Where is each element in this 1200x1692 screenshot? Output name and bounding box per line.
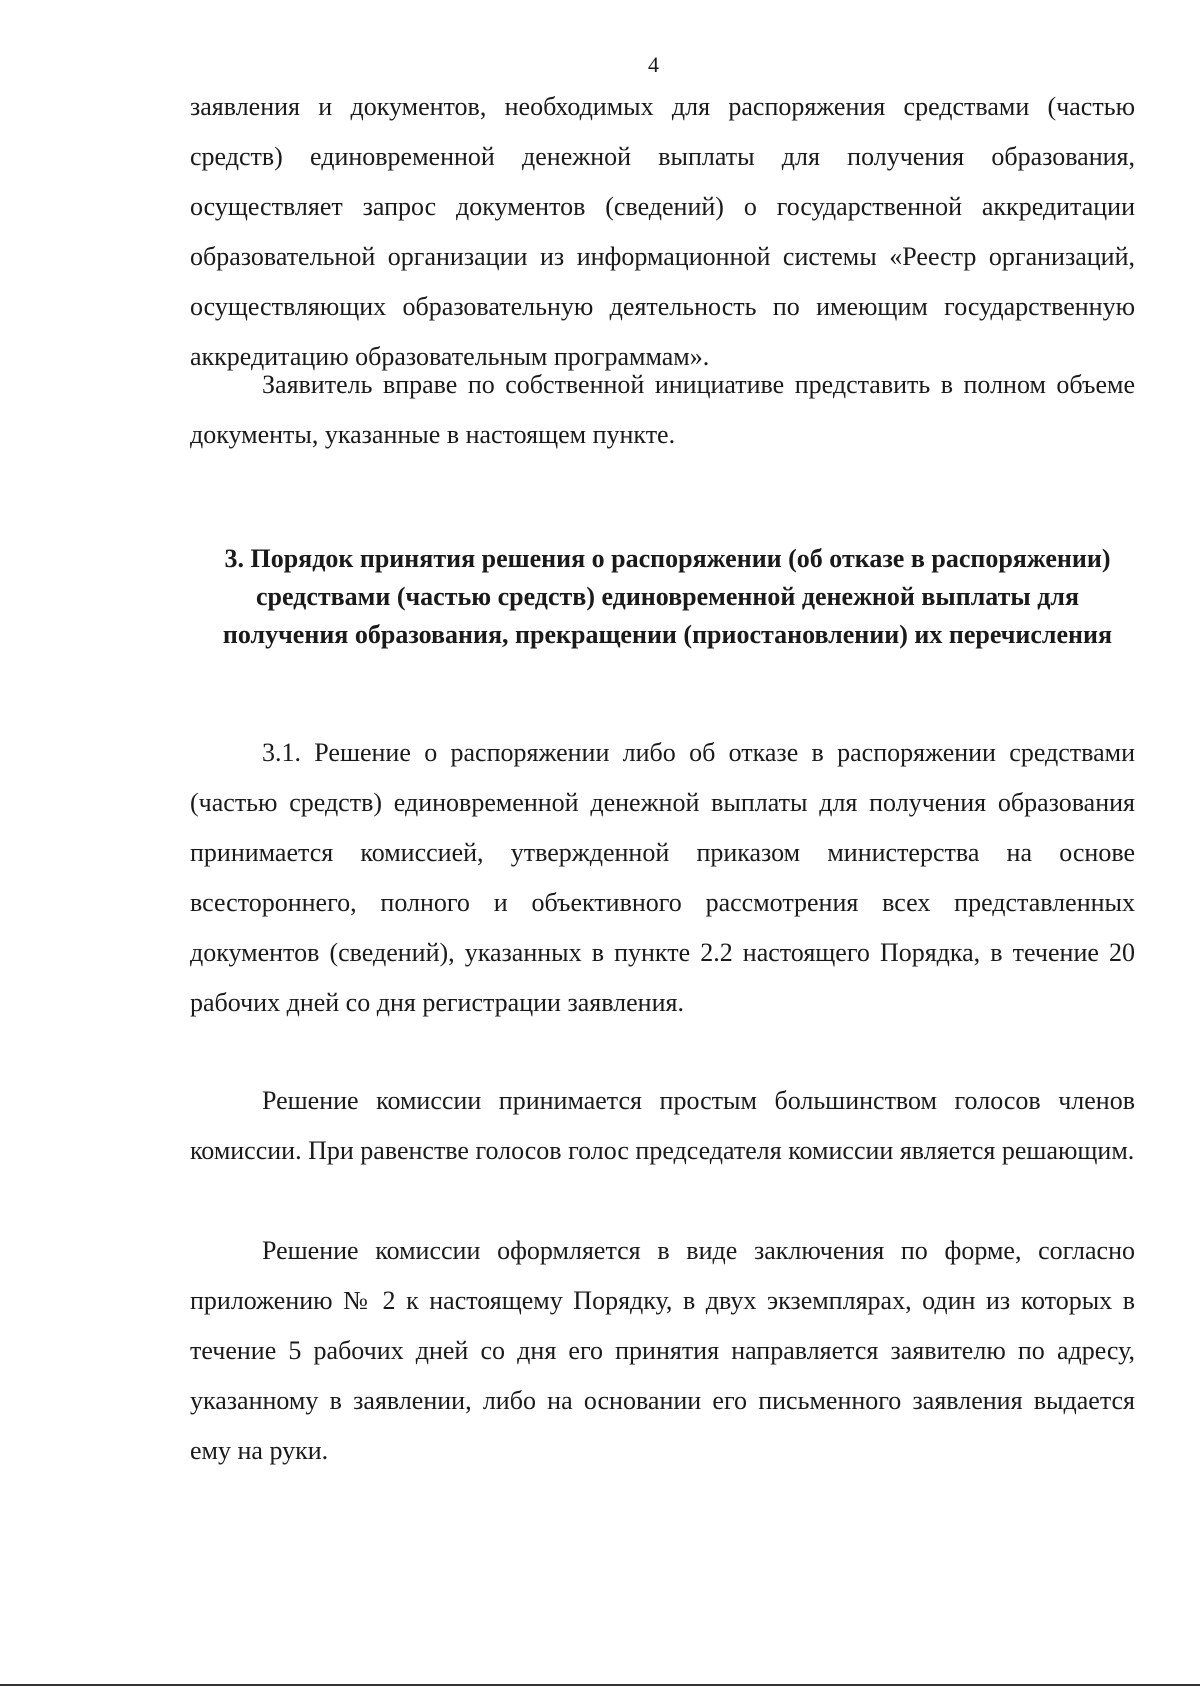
paragraph-applicant-right: Заявитель вправе по собственной инициативе представить в полном объеме документы, указанные в настоящем пункте. — [190, 370, 1135, 449]
paragraph-3-1: 3.1. Решение о распоряжении либо об отказе в распоряжении средствами (частью средств) единовременной денежной выплаты для получения образования принимается комиссией, утвержденной приказом министерства на основе всестороннего, полного и объективного рассмотрения всех представленных документов (сведений), указанных в пункте 2.2 настоящего Порядка, в течение 20 рабочих дней со дня регистрации заявления. — [190, 738, 1135, 1017]
bottom-rule — [0, 1684, 1200, 1686]
section-heading: 3. Порядок принятия решения о распоряжении (об отказе в распоряжении) средствами (частью средств) единовременной денежной выплаты для получения образования, прекращении (приостановлении) их перечисления — [222, 544, 1113, 649]
paragraph-intro: заявления и документов, необходимых для распоряжения средствами (частью средств) единовременной денежной выплаты для получения образования, осуществляет запрос документов (сведений) о государственной аккредитации образовательной организации из информационной системы «Реестр организаций, осуществляющих образовательную деятельность по имеющим государственную аккредитацию образовательным программам». — [190, 92, 1135, 371]
paragraph-majority: Решение комиссии принимается простым большинством голосов членов комиссии. При равенстве голосов голос председателя комиссии является решающим. — [190, 1086, 1135, 1165]
page-number: 4 — [648, 52, 659, 77]
paragraph-conclusion: Решение комиссии оформляется в виде заключения по форме, согласно приложению № 2 к настоящему Порядку, в двух экземплярах, один из которых в течение 5 рабочих дней со дня его принятия направляется заявителю по адресу, указанному в заявлении, либо на основании его письменного заявления выдается ему на руки. — [190, 1236, 1135, 1465]
